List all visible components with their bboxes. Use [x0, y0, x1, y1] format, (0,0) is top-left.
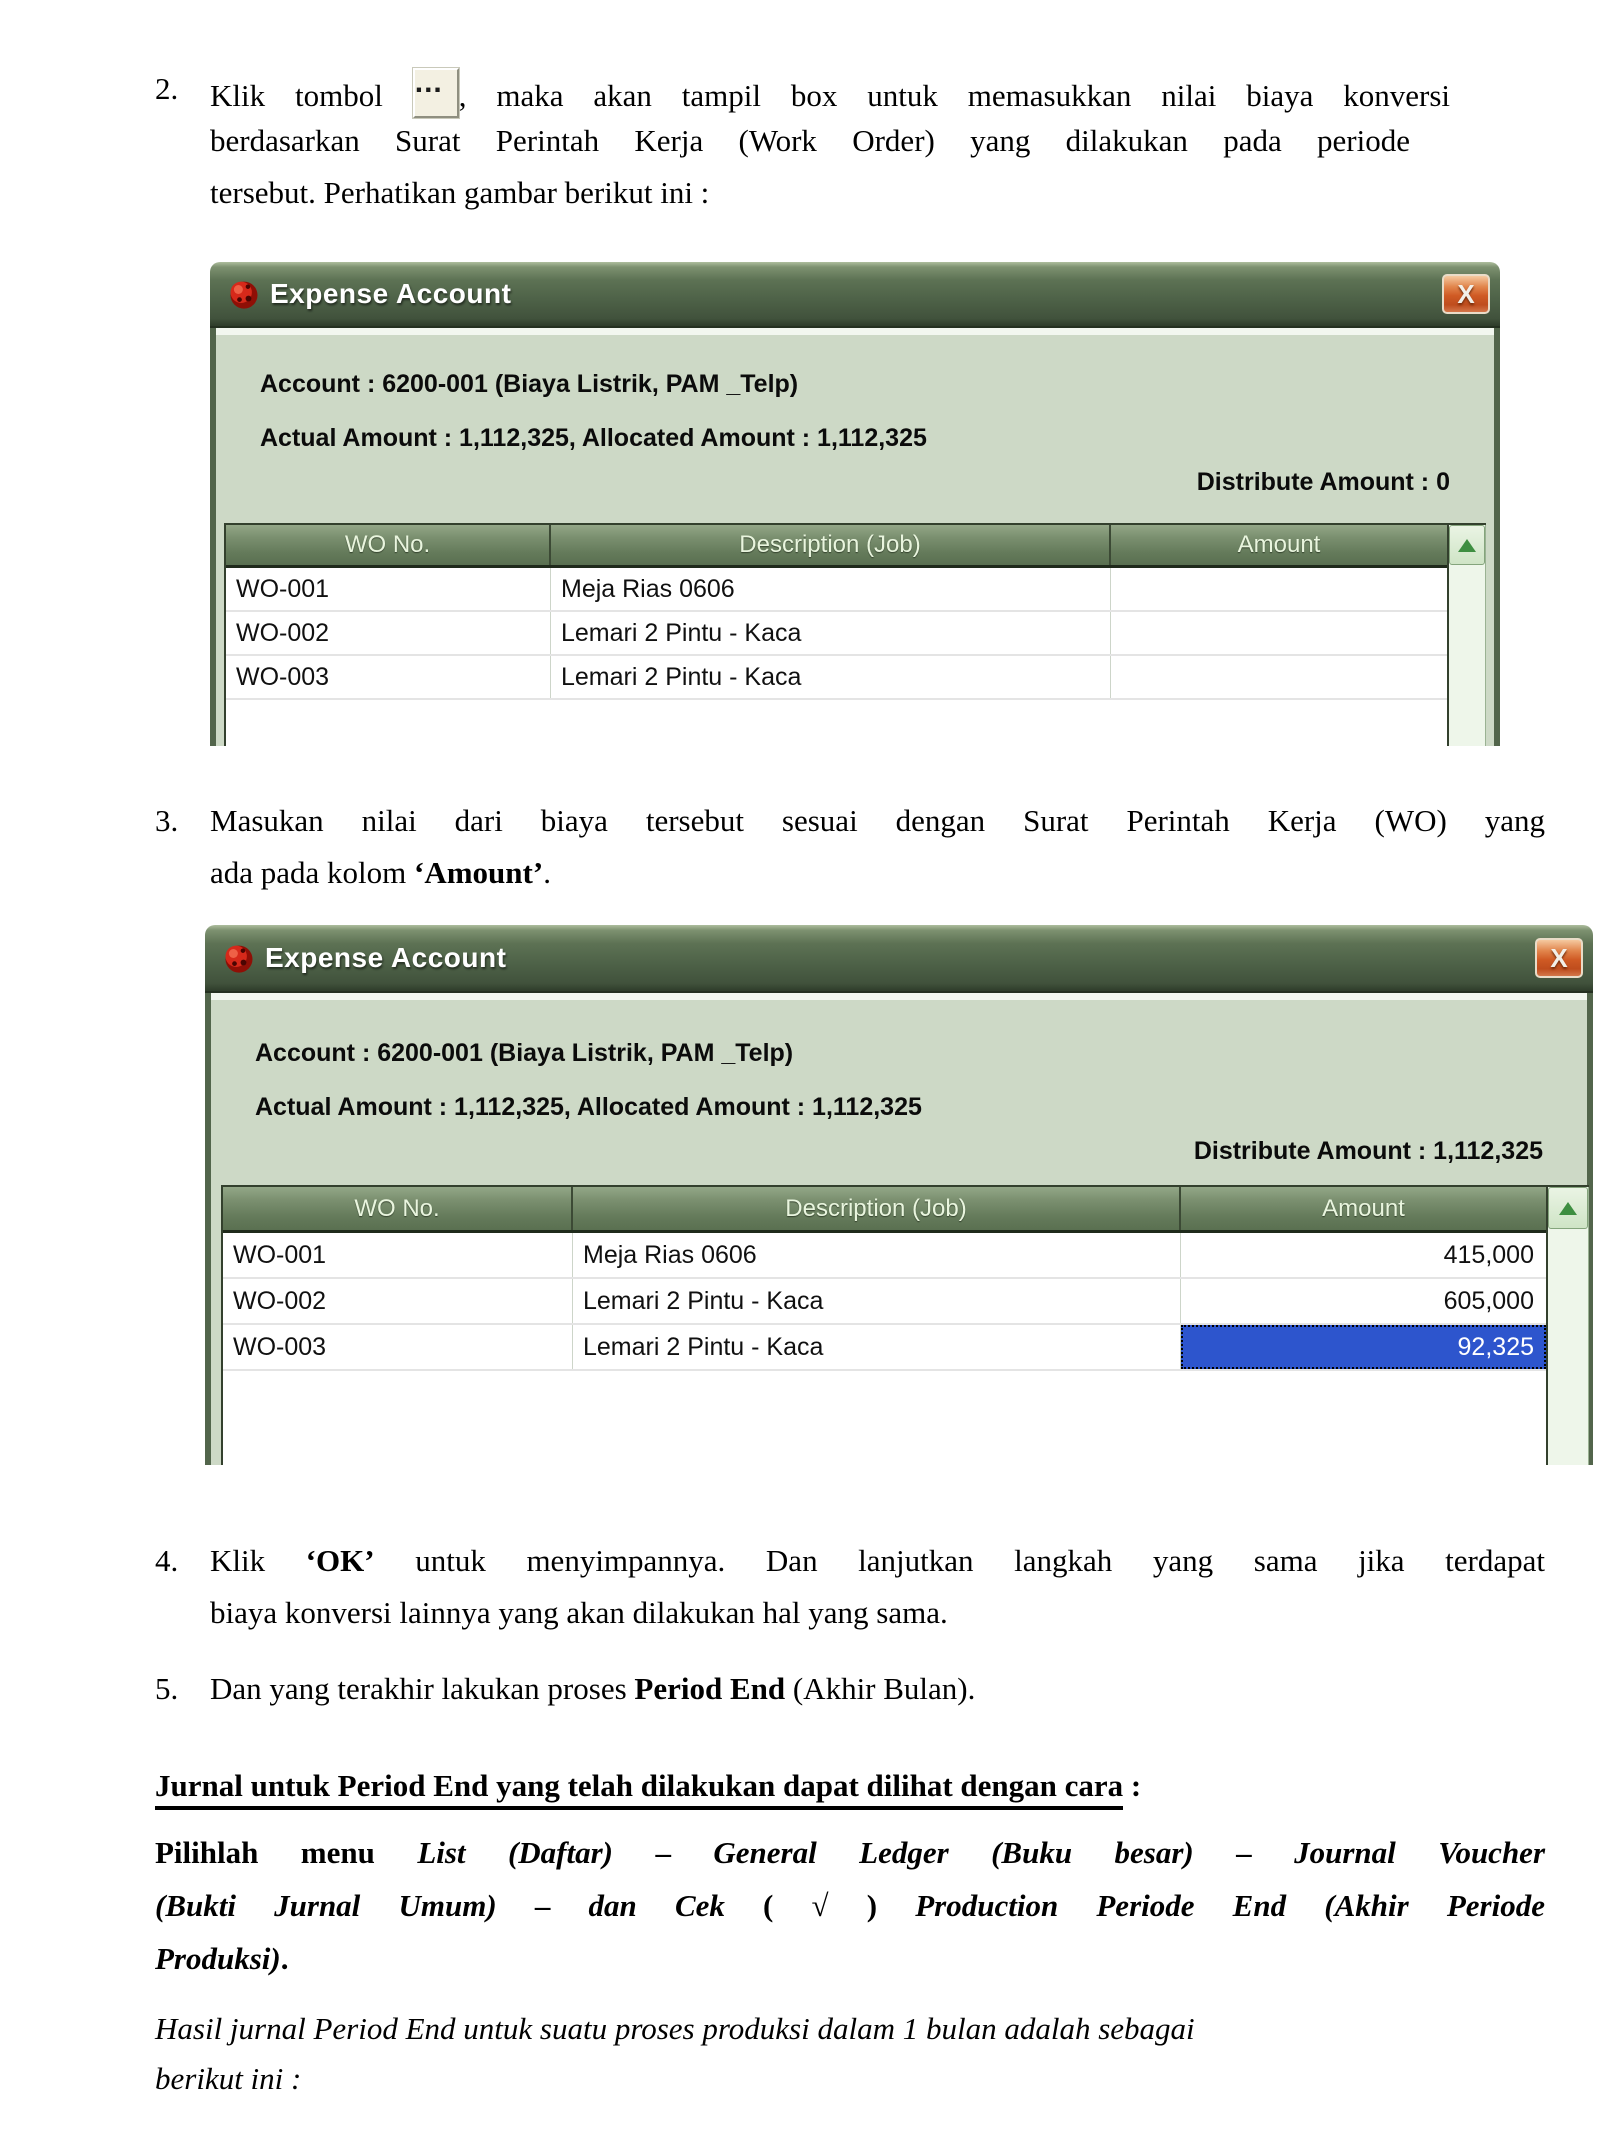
menu-dash: –: [496, 1888, 589, 1923]
wo-table: [221, 1185, 1589, 1465]
item-2-line-1: [210, 68, 1450, 118]
table-row[interactable]: [223, 1325, 1546, 1371]
cell-description[interactable]: Lemari 2 Pintu - Kaca: [551, 656, 1111, 698]
close-button[interactable]: [1442, 274, 1490, 314]
close-button[interactable]: [1535, 938, 1583, 978]
menu-general-ledger: General Ledger (Buku besar): [713, 1835, 1194, 1870]
column-header-amount[interactable]: Amount: [1181, 1187, 1546, 1230]
item-4-line-1: [210, 1540, 1545, 1582]
note-line-1: Hasil jurnal Period End untuk suatu proses produksi dalam 1 bulan adalah sebagai: [155, 2011, 1195, 2046]
item-3-amount-keyword: ‘Amount’: [414, 855, 544, 890]
account-label: Account : 6200-001 (Biaya Listrik, PAM _Telp): [260, 370, 799, 398]
wo-table-header: [223, 1187, 1546, 1233]
actual-allocated-label: Actual Amount : 1,112,325, Allocated Amount : 1,112,325: [255, 1093, 922, 1121]
menu-pre: Pilihlah menu: [155, 1835, 418, 1870]
item-3-line-2: [210, 852, 1550, 894]
cell-description[interactable]: Lemari 2 Pintu - Kaca: [551, 612, 1111, 654]
column-header-wo-no[interactable]: WO No.: [226, 525, 551, 565]
distribute-amount-label: Distribute Amount : 0: [1196, 468, 1450, 496]
menu-period: .: [280, 1941, 289, 1976]
cell-amount[interactable]: 605,000: [1443, 1286, 1534, 1315]
cell-description[interactable]: Meja Rias 0606: [573, 1233, 1181, 1277]
scrollbar[interactable]: [1548, 1187, 1589, 1465]
cell-amount-selected[interactable]: 92,325: [1181, 1325, 1546, 1369]
scroll-up-button[interactable]: [1449, 525, 1485, 565]
dialog-titlebar: [210, 262, 1500, 328]
distribute-amount-label: Distribute Amount : 1,112,325: [1193, 1137, 1543, 1165]
menu-bukti-jurnal-umum: (Bukti Jurnal Umum): [155, 1888, 497, 1923]
journal-heading: [155, 1765, 1555, 1807]
column-header-description[interactable]: Description (Job): [551, 525, 1111, 565]
menu-dash: –: [613, 1835, 714, 1870]
menu-path-line-1: [155, 1832, 1545, 1874]
cell-amount[interactable]: [1111, 568, 1447, 610]
item-5-post: (Akhir Bulan).: [785, 1671, 976, 1706]
table-row[interactable]: [223, 1233, 1546, 1279]
item-4-ok-keyword: ‘OK’: [305, 1543, 375, 1578]
cell-wo-no[interactable]: WO-002: [223, 1279, 573, 1323]
journal-heading-colon: :: [1123, 1768, 1142, 1803]
arrow-up-icon: [1458, 539, 1476, 552]
arrow-up-icon: [1559, 1202, 1577, 1215]
menu-path-line-2: [155, 1885, 1545, 1927]
item-5-period-end-keyword: Period End: [634, 1671, 786, 1706]
cell-amount[interactable]: 415,000: [1443, 1240, 1534, 1269]
table-empty-area: [223, 1371, 1546, 1465]
wo-table: [224, 523, 1486, 746]
item-4-pre: Klik: [210, 1543, 306, 1578]
item-2-line-3: tersebut. Perhatikan gambar berikut ini :: [210, 175, 710, 210]
item-3-line-1: Masukan nilai dari biaya tersebut sesuai dengan Surat Perintah Kerja (WO) yang: [210, 803, 1545, 838]
item-5-number: 5.: [155, 1671, 179, 1706]
scrollbar[interactable]: [1449, 525, 1486, 746]
table-row[interactable]: [226, 656, 1447, 700]
app-icon: [226, 276, 262, 312]
cell-wo-no[interactable]: WO-001: [223, 1233, 573, 1277]
column-header-wo-no[interactable]: WO No.: [223, 1187, 573, 1230]
item-2-number: 2.: [155, 71, 179, 106]
table-row[interactable]: [226, 612, 1447, 656]
cell-description[interactable]: Lemari 2 Pintu - Kaca: [573, 1325, 1181, 1369]
item-4-post: untuk menyimpannya. Dan lanjutkan langkah yang sama jika terdapat: [374, 1543, 1545, 1578]
expense-account-dialog-1: [210, 262, 1500, 746]
table-row[interactable]: [226, 568, 1447, 612]
journal-heading-underlined: Jurnal untuk Period End yang telah dilakukan dapat dilihat dengan cara: [155, 1768, 1123, 1810]
expense-account-dialog-2: [205, 925, 1593, 1465]
cell-description[interactable]: Lemari 2 Pintu - Kaca: [573, 1279, 1181, 1323]
column-header-description[interactable]: Description (Job): [573, 1187, 1181, 1230]
close-icon: X: [1457, 278, 1475, 309]
item-4-line-2: biaya konversi lainnya yang akan dilakukan hal yang sama.: [210, 1595, 948, 1630]
menu-dan: dan: [588, 1888, 675, 1923]
item-5-pre: Dan yang terakhir lakukan proses: [210, 1671, 635, 1706]
item-3-text: ada pada kolom: [210, 855, 415, 890]
cell-wo-no[interactable]: WO-003: [226, 656, 551, 698]
menu-path-line-3: [155, 1938, 1545, 1980]
menu-journal-voucher: Journal Voucher: [1294, 1835, 1546, 1870]
menu-cek: Cek: [674, 1888, 725, 1923]
menu-dash: –: [1193, 1835, 1295, 1870]
table-empty-area: [226, 700, 1447, 746]
wo-table-header: [226, 525, 1447, 568]
item-4-number: 4.: [155, 1543, 179, 1578]
menu-list-daftar: List (Daftar): [417, 1835, 614, 1870]
menu-production-periode-end: Production Periode End (Akhir Periode: [915, 1888, 1545, 1923]
table-row[interactable]: [223, 1279, 1546, 1325]
item-3-tail: .: [543, 855, 551, 890]
app-icon: [221, 940, 257, 976]
item-5-line: [210, 1668, 1550, 1710]
close-icon: X: [1550, 942, 1568, 973]
cell-wo-no[interactable]: WO-002: [226, 612, 551, 654]
column-header-amount[interactable]: Amount: [1111, 525, 1447, 565]
dialog-title: Expense Account: [270, 278, 512, 309]
note-line-2: berikut ini :: [155, 2061, 302, 2096]
actual-allocated-label: Actual Amount : 1,112,325, Allocated Amount : 1,112,325: [260, 424, 927, 452]
scroll-up-button[interactable]: [1548, 1187, 1588, 1229]
account-label: Account : 6200-001 (Biaya Listrik, PAM _Telp): [255, 1039, 794, 1067]
item-2-text-pre: Klik tombol: [210, 78, 413, 113]
item-3-number: 3.: [155, 803, 179, 838]
menu-produksi: Produksi): [155, 1941, 281, 1976]
cell-amount[interactable]: [1111, 612, 1447, 654]
dialog-body: [205, 993, 1593, 1465]
wo-table-columns: [226, 525, 1449, 746]
cell-description[interactable]: Meja Rias 0606: [551, 568, 1111, 610]
ellipsis-button-icon: [413, 68, 459, 118]
dialog-title: Expense Account: [265, 942, 507, 973]
item-2-line-2: berdasarkan Surat Perintah Kerja (Work Order) yang dilakukan pada periode: [210, 123, 1410, 158]
menu-checkmark: ( √ ): [724, 1888, 916, 1923]
cell-wo-no[interactable]: WO-003: [223, 1325, 573, 1369]
cell-amount[interactable]: [1111, 656, 1447, 698]
cell-wo-no[interactable]: WO-001: [226, 568, 551, 610]
ellipsis-glyph: ...: [414, 68, 443, 99]
wo-table-columns: [223, 1187, 1548, 1465]
dialog-titlebar: [205, 925, 1593, 993]
item-2-text-post: , maka akan tampil box untuk memasukkan nilai biaya konversi: [458, 78, 1451, 113]
dialog-body: [210, 328, 1500, 746]
